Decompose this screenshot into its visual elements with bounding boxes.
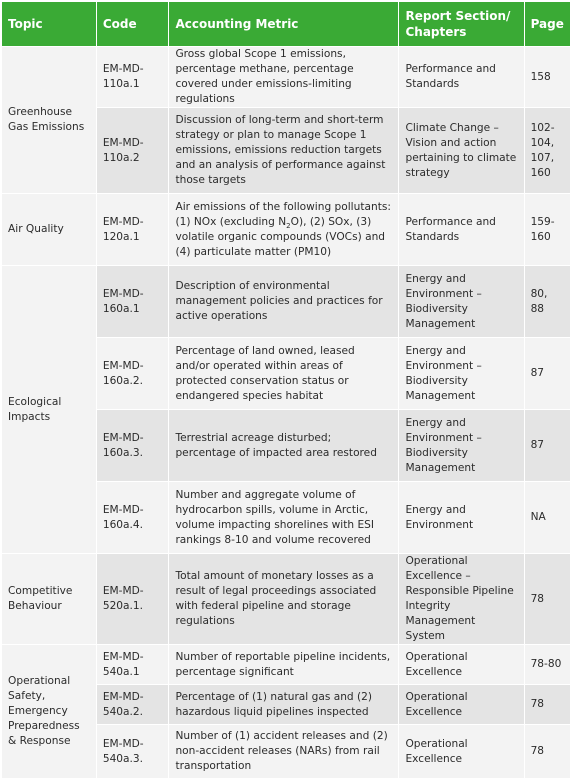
topic-cell: Air Quality bbox=[2, 194, 97, 266]
page-cell: 102-104, 107, 160 bbox=[524, 108, 570, 194]
metric-subscript: 2 bbox=[286, 221, 291, 230]
header-topic: Topic bbox=[2, 2, 97, 47]
table-row bbox=[2, 266, 571, 338]
header-row bbox=[2, 2, 571, 47]
header-page: Page bbox=[524, 2, 570, 47]
section-cell: Operational Excellence – Responsible Pipeline Integrity Management System bbox=[399, 554, 524, 645]
code-cell: EM-MD-110a.1 bbox=[96, 47, 169, 108]
section-cell: Performance and Standards bbox=[399, 47, 524, 108]
section-cell: Operational Excellence bbox=[399, 725, 524, 779]
metric-cell: Percentage of land owned, leased and/or operated within areas of protected conservation status or endangered species habitat bbox=[169, 338, 399, 410]
page-cell: 159-160 bbox=[524, 194, 570, 266]
code-cell: EM-MD-540a.3. bbox=[96, 725, 169, 779]
topic-cell: Ecological Impacts bbox=[2, 266, 97, 554]
code-cell: EM-MD-160a.3. bbox=[96, 410, 169, 482]
sasb-index-table bbox=[1, 1, 571, 779]
metric-cell: Gross global Scope 1 emissions, percentage methane, percentage covered under emissions-limiting regulations bbox=[169, 47, 399, 108]
section-cell: Operational Excellence bbox=[399, 685, 524, 725]
section-cell: Energy and Environment – Biodiversity Management bbox=[399, 410, 524, 482]
section-cell: Performance and Standards bbox=[399, 194, 524, 266]
metric-cell: Number of reportable pipeline incidents, percentage significant bbox=[169, 645, 399, 685]
topic-cell: Operational Safety, Emergency Preparedness & Response bbox=[2, 645, 97, 779]
page-cell: 80, 88 bbox=[524, 266, 570, 338]
header-section: Report Section/ Chapters bbox=[399, 2, 524, 47]
section-cell: Climate Change – Vision and action pertaining to climate strategy bbox=[399, 108, 524, 194]
header-code: Code bbox=[96, 2, 169, 47]
page-cell: 78-80 bbox=[524, 645, 570, 685]
page-cell: 87 bbox=[524, 338, 570, 410]
metric-cell: Description of environmental management policies and practices for active operations bbox=[169, 266, 399, 338]
topic-cell: Greenhouse Gas Emissions bbox=[2, 47, 97, 194]
metric-text-b: O), (2) SOx, (3) volatile organic compounds (VOCs) and (4) particulate matter (PM10) bbox=[175, 215, 386, 258]
code-cell: EM-MD-160a.4. bbox=[96, 482, 169, 554]
page-cell: NA bbox=[524, 482, 570, 554]
metric-cell: Number of (1) accident releases and (2) non-accident releases (NARs) from rail transportation bbox=[169, 725, 399, 779]
code-cell: EM-MD-120a.1 bbox=[96, 194, 169, 266]
table-row bbox=[2, 554, 571, 645]
metric-cell: Number and aggregate volume of hydrocarbon spills, volume in Arctic, volume impacting shorelines with ESI rankings 8-10 and volume recovered bbox=[169, 482, 399, 554]
metric-cell bbox=[169, 194, 399, 266]
metric-cell: Discussion of long-term and short-term strategy or plan to manage Scope 1 emissions, emissions reduction targets and an analysis of performance against those targets bbox=[169, 108, 399, 194]
code-cell: EM-MD-540a.2. bbox=[96, 685, 169, 725]
metric-cell: Percentage of (1) natural gas and (2) hazardous liquid pipelines inspected bbox=[169, 685, 399, 725]
code-cell: EM-MD-160a.2. bbox=[96, 338, 169, 410]
section-cell: Energy and Environment – Biodiversity Management bbox=[399, 338, 524, 410]
metric-cell: Terrestrial acreage disturbed; percentage of impacted area restored bbox=[169, 410, 399, 482]
section-cell: Energy and Environment – Biodiversity Management bbox=[399, 266, 524, 338]
code-cell: EM-MD-520a.1. bbox=[96, 554, 169, 645]
code-cell: EM-MD-110a.2 bbox=[96, 108, 169, 194]
table-row bbox=[2, 645, 571, 685]
page-cell: 158 bbox=[524, 47, 570, 108]
page-cell: 78 bbox=[524, 685, 570, 725]
table-row bbox=[2, 194, 571, 266]
metric-cell: Total amount of monetary losses as a result of legal proceedings associated with federal pipeline and storage regulations bbox=[169, 554, 399, 645]
header-metric: Accounting Metric bbox=[169, 2, 399, 47]
page-cell: 78 bbox=[524, 554, 570, 645]
page-cell: 78 bbox=[524, 725, 570, 779]
page-cell: 87 bbox=[524, 410, 570, 482]
code-cell: EM-MD-160a.1 bbox=[96, 266, 169, 338]
section-cell: Energy and Environment bbox=[399, 482, 524, 554]
metric-text-a: Air emissions of the following pollutants: (1) NOx (excluding N bbox=[175, 200, 391, 228]
topic-cell: Competitive Behaviour bbox=[2, 554, 97, 645]
code-cell: EM-MD-540a.1 bbox=[96, 645, 169, 685]
table-row bbox=[2, 47, 571, 108]
section-cell: Operational Excellence bbox=[399, 645, 524, 685]
